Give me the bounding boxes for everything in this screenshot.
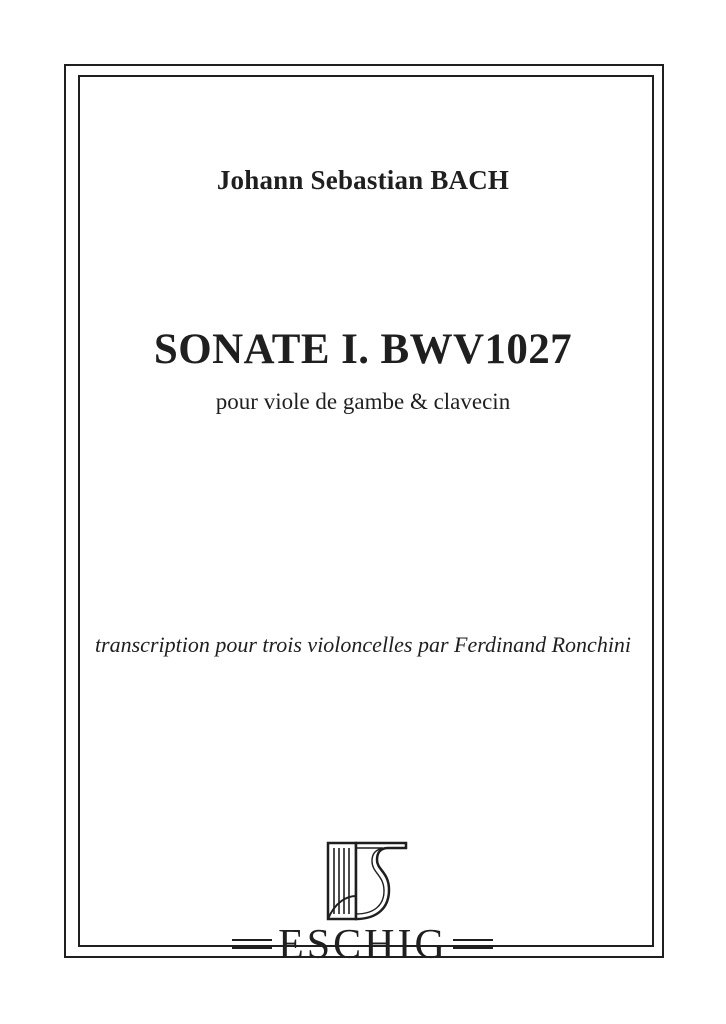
publisher-name: ESCHIG [278, 922, 448, 968]
inner-border-frame [78, 75, 654, 947]
instrumentation-subtitle: pour viole de gambe & clavecin [215, 389, 511, 414]
composer-name: Johann Sebastian BACH [216, 165, 510, 195]
publisher-rule-left [232, 939, 272, 949]
transcription-credit: transcription pour trois violoncelles par Ferdinand Ronchini [94, 632, 632, 657]
work-title: SONATE I. BWV1027 [153, 326, 573, 373]
eschig-harp-logo-icon [325, 840, 409, 922]
publisher-rule-right [453, 939, 493, 949]
